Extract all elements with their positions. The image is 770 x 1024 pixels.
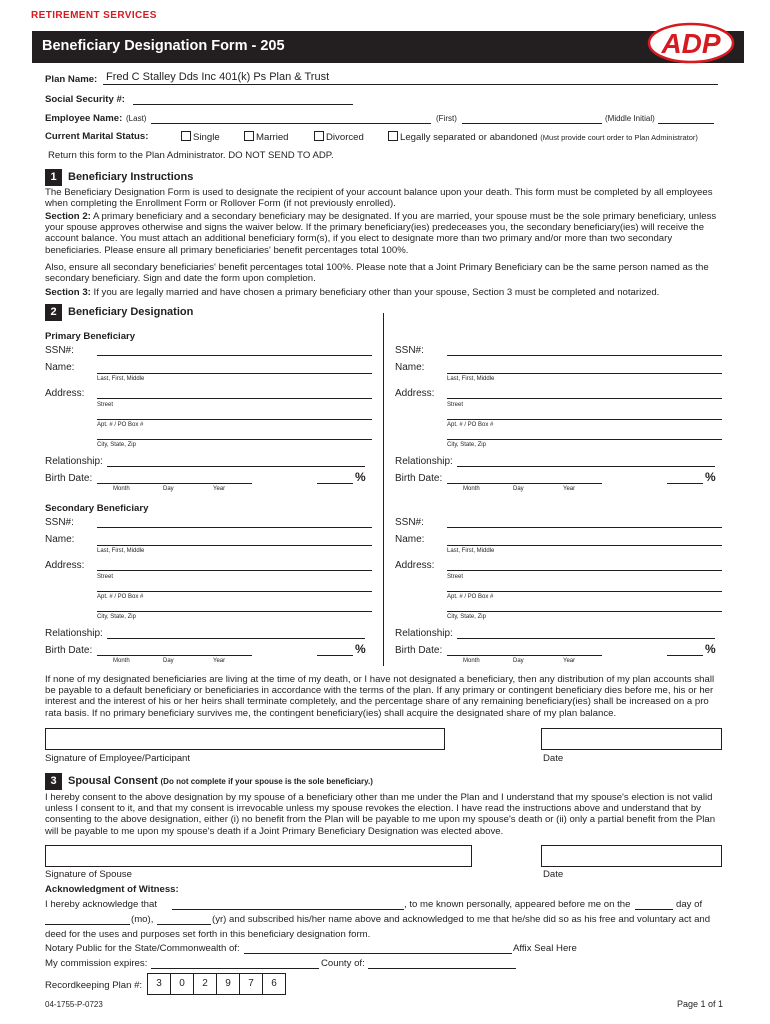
first-name-field[interactable] bbox=[462, 123, 602, 124]
secondary-right-percent-field[interactable] bbox=[667, 655, 703, 656]
section1-heading bbox=[45, 169, 193, 186]
middle-initial-field[interactable] bbox=[658, 123, 714, 124]
title-banner bbox=[32, 31, 744, 63]
primary-left-relationship-label: Relationship: bbox=[45, 456, 103, 467]
witness-name-field[interactable] bbox=[172, 909, 404, 910]
marital-single[interactable]: Single bbox=[181, 131, 220, 143]
primary-left-birth-date-field[interactable] bbox=[97, 483, 252, 484]
contingency-text: If none of my designated beneficiaries are living at the time of my death, or I have not designated a beneficiary, then any distribution of my plan accounts shall be payable to a default beneficiary or beneficiaries in accordance with the terms of the plan. If any primary or contingent beneficiary dies before me, his or her interest and the interest of his or her heirs shall terminate completely, and the percentage share of any remaining beneficiary(ies) shall be increased on a pro rata basis. If no primary beneficiary survives me, the contingent beneficiary(ies) shall acquire the designated share of my plan balance. bbox=[45, 674, 715, 719]
witness-day-field[interactable] bbox=[635, 909, 673, 910]
witness-line3: deed for the uses and purposes set forth in this beneficiary designation form. bbox=[45, 929, 371, 940]
primary-left-name-hint: Last, First, Middle bbox=[97, 376, 145, 382]
secondary-right-name-label: Name: bbox=[395, 534, 425, 545]
form-code: 04-1755-P-0723 bbox=[45, 1000, 103, 1009]
secondary-right-ssn-field[interactable] bbox=[447, 527, 722, 528]
notary-label: Notary Public for the State/Commonwealth of: bbox=[45, 943, 240, 954]
secondary-left-name-hint: Last, First, Middle bbox=[97, 548, 145, 554]
marital-status-label: Current Marital Status: bbox=[45, 131, 149, 142]
secondary-left-birth-label: Birth Date: bbox=[45, 645, 93, 656]
form-title: Beneficiary Designation Form - 205 bbox=[42, 38, 285, 54]
primary-left-ssn-label: SSN#: bbox=[45, 345, 74, 356]
primary-right-ssn-label: SSN#: bbox=[395, 345, 424, 356]
page-number: Page 1 of 1 bbox=[677, 999, 724, 1009]
plan-digit: 2 bbox=[193, 973, 217, 995]
primary-right-birth-label: Birth Date: bbox=[395, 473, 443, 484]
primary-left-name-field[interactable] bbox=[97, 373, 372, 374]
secondary-right-apt-field[interactable] bbox=[447, 591, 722, 592]
secondary-right-apt-hint: Apt. # / PO Box # bbox=[447, 594, 494, 600]
plan-name-label: Plan Name: bbox=[45, 74, 98, 85]
primary-left-apt-hint: Apt. # / PO Box # bbox=[97, 422, 144, 428]
employee-date-label: Date bbox=[543, 753, 564, 764]
secondary-right-city-field[interactable] bbox=[447, 611, 722, 612]
service-label: RETIREMENT SERVICES bbox=[31, 10, 157, 21]
secondary-left-street-field[interactable] bbox=[97, 570, 372, 571]
secondary-right-ssn-label: SSN#: bbox=[395, 517, 424, 528]
adp-logo bbox=[646, 22, 736, 67]
adp-logo-text: ADP bbox=[661, 28, 721, 59]
marital-divorced[interactable]: Divorced bbox=[314, 131, 364, 143]
section2-number: 2 bbox=[45, 304, 62, 321]
divorced-checkbox[interactable] bbox=[314, 131, 324, 141]
secondary-right-city-hint: City, State, Zip bbox=[447, 614, 486, 620]
primary-left-day-hint: Day bbox=[163, 486, 174, 492]
plan-name-value: Fred C Stalley Dds Inc 401(k) Ps Plan & Trust bbox=[106, 71, 330, 83]
secondary-left-apt-hint: Apt. # / PO Box # bbox=[97, 594, 144, 600]
secondary-left-month-hint: Month bbox=[113, 658, 130, 664]
employee-signature-label: Signature of Employee/Participant bbox=[45, 753, 191, 764]
secondary-right-year-hint: Year bbox=[563, 658, 576, 664]
last-name-hint: (Last) bbox=[126, 114, 147, 123]
secondary-left-day-hint: Day bbox=[163, 658, 174, 664]
secondary-right-percent-sign: % bbox=[705, 642, 716, 656]
secondary-left-address-label: Address: bbox=[45, 560, 85, 571]
section1-p2: Section 2: A primary beneficiary and a secondary beneficiary may be designated. If you are married, your spouse must be the sole primary beneficiary, unless your spouse approves otherwise and signs the waiver below. If the primary beneficiary(ies) predeceases you, the secondary beneficiary(ies) will receive the account balance. You must attach an additional beneficiary form(s), if you elect to designate more than two primary and/or more than two secondary beneficiaries. Please ensure all primary beneficiaries' benefit percentages total 100%. bbox=[45, 211, 717, 256]
secondary-left-ssn-field[interactable] bbox=[97, 527, 372, 528]
primary-right-street-hint: Street bbox=[447, 402, 464, 408]
primary-right-city-field[interactable] bbox=[447, 439, 722, 440]
witness-line1c: day of bbox=[676, 899, 703, 910]
county-field[interactable] bbox=[368, 968, 516, 969]
secondary-left-relationship-label: Relationship: bbox=[45, 628, 103, 639]
primary-right-name-label: Name: bbox=[395, 362, 425, 373]
recordkeeping-label: Recordkeeping Plan #: bbox=[45, 980, 143, 991]
primary-right-day-hint: Day bbox=[513, 486, 524, 492]
spouse-signature-box[interactable] bbox=[45, 845, 472, 867]
spousal-consent-text: I hereby consent to the above designation by my spouse of a beneficiary other than me under the Plan and I understand that my spouse's election is not valid unless I consent to it, and that my consent is irrevocable unless my spouse revokes the election. I have read the instructions above and understand that by consenting to the above designation, either (i) no benefit from the Plan will be payable to me upon my spouse's death or (ii) only a partial benefit from the Plan will be payable to me upon my spouse's death if a Joint Primary Beneficiary Designation was elected above. bbox=[45, 792, 716, 837]
spouse-date-label: Date bbox=[543, 869, 564, 880]
secondary-left-name-field[interactable] bbox=[97, 545, 372, 546]
primary-right-address-label: Address: bbox=[395, 388, 435, 399]
witness-line1a: I hereby acknowledge that bbox=[45, 899, 158, 910]
primary-right-apt-field[interactable] bbox=[447, 419, 722, 420]
primary-left-relationship-field[interactable] bbox=[107, 466, 365, 467]
ssn-field[interactable] bbox=[133, 104, 353, 105]
secondary-left-street-hint: Street bbox=[97, 574, 114, 580]
plan-digit: 0 bbox=[170, 973, 194, 995]
primary-right-name-hint: Last, First, Middle bbox=[447, 376, 495, 382]
secondary-left-ssn-label: SSN#: bbox=[45, 517, 74, 528]
middle-initial-hint: (Middle Initial) bbox=[605, 114, 655, 123]
witness-line2a: (mo), bbox=[131, 914, 154, 925]
marital-separated[interactable]: Legally separated or abandoned (Must provide court order to Plan Administrator) bbox=[388, 131, 698, 143]
secondary-right-street-hint: Street bbox=[447, 574, 464, 580]
secondary-right-relationship-label: Relationship: bbox=[395, 628, 453, 639]
secondary-left-birth-date-field[interactable] bbox=[97, 655, 252, 656]
county-label: County of: bbox=[321, 958, 365, 969]
section1-number: 1 bbox=[45, 169, 62, 186]
primary-right-name-field[interactable] bbox=[447, 373, 722, 374]
secondary-right-relationship-field[interactable] bbox=[457, 638, 715, 639]
secondary-left-year-hint: Year bbox=[213, 658, 226, 664]
primary-right-relationship-field[interactable] bbox=[457, 466, 715, 467]
section2-heading bbox=[45, 304, 193, 321]
secondary-right-day-hint: Day bbox=[513, 658, 524, 664]
affix-seal-text: Affix Seal Here bbox=[513, 943, 577, 954]
primary-right-percent-sign: % bbox=[705, 470, 716, 484]
section3-heading bbox=[45, 773, 373, 790]
marital-married[interactable]: Married bbox=[244, 131, 289, 143]
witness-line1b: , to me known personally, appeared before me on the bbox=[404, 899, 631, 910]
employee-name-label: Employee Name: bbox=[45, 113, 123, 124]
section3-number: 3 bbox=[45, 773, 62, 790]
section2-title: Beneficiary Designation bbox=[68, 306, 194, 318]
secondary-left-percent-field[interactable] bbox=[317, 655, 353, 656]
witness-month-field[interactable] bbox=[45, 924, 130, 925]
primary-left-percent-field[interactable] bbox=[317, 483, 353, 484]
court-order-note: (Must provide court order to Plan Administrator) bbox=[540, 133, 698, 142]
primary-left-apt-field[interactable] bbox=[97, 419, 372, 420]
married-checkbox[interactable] bbox=[244, 131, 254, 141]
secondary-left-percent-sign: % bbox=[355, 642, 366, 656]
primary-heading: Primary Beneficiary bbox=[45, 331, 136, 342]
primary-left-month-hint: Month bbox=[113, 486, 130, 492]
primary-right-birth-date-field[interactable] bbox=[447, 483, 602, 484]
spouse-signature-label: Signature of Spouse bbox=[45, 869, 132, 880]
ssn-label: Social Security #: bbox=[45, 94, 125, 105]
column-divider bbox=[383, 313, 384, 666]
notary-state-field[interactable] bbox=[244, 953, 512, 954]
secondary-heading: Secondary Beneficiary bbox=[45, 503, 149, 514]
plan-digit: 9 bbox=[216, 973, 240, 995]
secondary-right-birth-label: Birth Date: bbox=[395, 645, 443, 656]
secondary-right-name-hint: Last, First, Middle bbox=[447, 548, 495, 554]
primary-left-ssn-field[interactable] bbox=[97, 355, 372, 356]
primary-left-street-hint: Street bbox=[97, 402, 114, 408]
primary-right-percent-field[interactable] bbox=[667, 483, 703, 484]
primary-right-street-field[interactable] bbox=[447, 398, 722, 399]
primary-right-relationship-label: Relationship: bbox=[395, 456, 453, 467]
primary-right-year-hint: Year bbox=[563, 486, 576, 492]
primary-left-year-hint: Year bbox=[213, 486, 226, 492]
section1-title: Beneficiary Instructions bbox=[68, 171, 194, 183]
primary-left-address-label: Address: bbox=[45, 388, 85, 399]
section3-note: (Do not complete if your spouse is the sole beneficiary.) bbox=[160, 777, 373, 786]
first-name-hint: (First) bbox=[436, 114, 457, 123]
commission-expires-field[interactable] bbox=[151, 968, 319, 969]
primary-left-city-field[interactable] bbox=[97, 439, 372, 440]
secondary-right-birth-date-field[interactable] bbox=[447, 655, 602, 656]
primary-right-month-hint: Month bbox=[463, 486, 480, 492]
plan-digit: 7 bbox=[239, 973, 263, 995]
primary-right-ssn-field[interactable] bbox=[447, 355, 722, 356]
primary-left-birth-label: Birth Date: bbox=[45, 473, 93, 484]
secondary-right-street-field[interactable] bbox=[447, 570, 722, 571]
primary-left-percent-sign: % bbox=[355, 470, 366, 484]
witness-line2b: (yr) and subscribed his/her name above and acknowledged to me that he/she did so as his free and voluntary act and bbox=[212, 914, 711, 925]
primary-left-street-field[interactable] bbox=[97, 398, 372, 399]
secondary-right-address-label: Address: bbox=[395, 560, 435, 571]
secondary-left-city-field[interactable] bbox=[97, 611, 372, 612]
section1-p1: The Beneficiary Designation Form is used to designate the recipient of your account balance upon your death. This form must be completed by all employees when completing the Enrollment Form or Rollover Form (if not previously enrolled). bbox=[45, 187, 713, 210]
primary-right-apt-hint: Apt. # / PO Box # bbox=[447, 422, 494, 428]
return-note: Return this form to the Plan Administrator. DO NOT SEND TO ADP. bbox=[48, 150, 334, 161]
section1-p3: Also, ensure all secondary beneficiaries' benefit percentages total 100%. Please note that a Joint Primary Beneficiary can be the same person named as the secondary beneficiary. Sign and date the form upon completion. bbox=[45, 262, 709, 285]
plan-digit: 3 bbox=[147, 973, 171, 995]
last-name-field[interactable] bbox=[151, 123, 431, 124]
primary-left-name-label: Name: bbox=[45, 362, 75, 373]
witness-year-field[interactable] bbox=[157, 924, 211, 925]
secondary-right-month-hint: Month bbox=[463, 658, 480, 664]
separated-checkbox[interactable] bbox=[388, 131, 398, 141]
commission-label: My commission expires: bbox=[45, 958, 148, 969]
primary-right-city-hint: City, State, Zip bbox=[447, 442, 486, 448]
plan-digit: 6 bbox=[262, 973, 286, 995]
witness-heading: Acknowledgment of Witness: bbox=[45, 884, 179, 895]
secondary-right-name-field[interactable] bbox=[447, 545, 722, 546]
secondary-left-name-label: Name: bbox=[45, 534, 75, 545]
primary-left-city-hint: City, State, Zip bbox=[97, 442, 136, 448]
section1-p4: Section 3: If you are legally married and have chosen a primary beneficiary other than your spouse, Section 3 must be completed and notarized. bbox=[45, 287, 660, 298]
secondary-left-apt-field[interactable] bbox=[97, 591, 372, 592]
spouse-date-box[interactable] bbox=[541, 845, 722, 867]
plan-name-field[interactable] bbox=[103, 84, 718, 85]
single-checkbox[interactable] bbox=[181, 131, 191, 141]
secondary-left-relationship-field[interactable] bbox=[107, 638, 365, 639]
section3-title: Spousal Consent bbox=[68, 775, 158, 787]
secondary-left-city-hint: City, State, Zip bbox=[97, 614, 136, 620]
employee-date-box[interactable] bbox=[541, 728, 722, 750]
employee-signature-box[interactable] bbox=[45, 728, 445, 750]
